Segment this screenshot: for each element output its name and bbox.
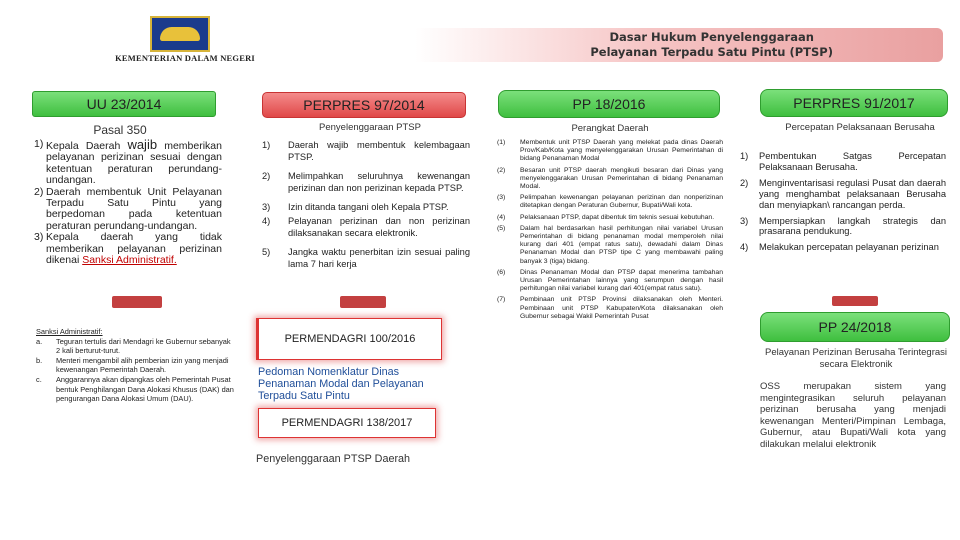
list-item: 2) Melimpahkan seluruhnya kewenangan perizinan dan non perizinan kepada PTSP. xyxy=(262,171,470,193)
page-title xyxy=(590,30,833,60)
list-item: 3) Kepala daerah yang tidak memberikan pelayanan perizinan dikenai Sanksi Administratif. xyxy=(34,231,222,267)
list-item: 3) Izin ditanda tangani oleh Kepala PTSP. xyxy=(262,202,449,213)
list-item: (1) Membentuk unit PTSP Daerah yang melekat pada dinas Daerah Prov/Kab/Kota yang menyelenggarakan Urusan Pemerintahan di bidang Penanaman Modal xyxy=(497,139,723,163)
permendagri-138-2017-box: PERMENDAGRI 138/2017 xyxy=(258,408,436,438)
list-item: (7) Pembinaan unit PTSP Provinsi dilaksanakan oleh Menteri. Pembinaan unit PTSP Kabupaten/Kota dilaksanakan oleh Gubernur sebagai Wakil Pemerintah Pusat xyxy=(497,296,723,320)
uu-23-2014-pill: UU 23/2014 xyxy=(32,91,216,117)
pasal-350-subtitle: Pasal 350 xyxy=(93,123,147,137)
pp-18-list xyxy=(497,139,723,324)
pp-24-subtitle: Pelayanan Perizinan Berusaha Terintegrasi secara Elektronik xyxy=(764,347,948,370)
title-line-1: Dasar Hukum Penyelenggaraan xyxy=(609,30,814,44)
perpres-91-2017-pill: PERPRES 91/2017 xyxy=(760,89,948,117)
list-item: 4) Melakukan percepatan pelayanan perizinan xyxy=(740,242,939,253)
list-item: 1) Pembentukan Satgas Percepatan Pelaksanaan Berusaha. xyxy=(740,151,946,172)
list-item: (4) Pelaksanaan PTSP, dapat dibentuk tim teknis sesuai kebutuhan. xyxy=(497,213,715,221)
list-item: 2) Daerah membentuk Unit Pelayanan Terpadu Satu Pintu yang berpedoman pada ketentuan peraturan perundang-undangan. xyxy=(34,185,222,232)
connector-arrow xyxy=(340,296,386,308)
list-item: (3) Pelimpahan kewenangan pelayanan perizinan dan nonperizinan ditetapkan dengan Peraturan Gubernur, Bupati/Wali kota. xyxy=(497,194,723,210)
permendagri-100-2016-box: PERMENDAGRI 100/2016 xyxy=(256,318,442,360)
list-item: c. Anggarannya akan dipangkas oleh Pemerintah Pusat bentuk Penghilangan Dana Alokasi Khusus (DAK) dan pengurangan Dana Alokasi Umum (DAU). xyxy=(36,374,234,404)
pp-24-2018-pill: PP 24/2018 xyxy=(760,312,950,342)
ministry-name: KEMENTERIAN DALAM NEGERI xyxy=(115,53,255,63)
percepatan-berusaha-subtitle: Percepatan Pelaksanaan Berusaha xyxy=(785,122,935,133)
sanksi-administratif-block xyxy=(36,327,236,404)
perpres-97-list xyxy=(262,140,470,278)
perangkat-daerah-subtitle: Perangkat Daerah xyxy=(571,123,649,134)
list-item: (6) Dinas Penanaman Modal dan PTSP dapat menerima tambahan Urusan Pemerintahan lainnya yang serumpun dengan hasil perhitungan nilai variabel kurang dari 401(empat ratus satu). xyxy=(497,268,723,293)
pp-18-2016-pill: PP 18/2016 xyxy=(498,90,720,118)
uu-pasal-list xyxy=(34,139,222,266)
perpres-91-list xyxy=(740,151,946,258)
list-item: (2) Besaran unit PTSP daerah mengikuti besaran dari Dinas yang menyelenggarakan Urusan Pemerintahan di bidang Penanaman Modal. xyxy=(497,166,723,191)
list-item: a. Teguran tertulis dari Mendagri ke Gubernur sebanyak 2 kali berturut-turut. xyxy=(36,336,231,356)
sanksi-heading: Sanksi Administratif: xyxy=(36,327,103,336)
list-item: 5) Jangka waktu penerbitan izin sesuai paling lama 7 hari kerja xyxy=(262,247,470,269)
list-item: 3) Mempersiapkan langkah strategis dan prasarana pendukung. xyxy=(740,215,946,237)
perpres-97-2014-pill: PERPRES 97/2014 xyxy=(262,92,466,118)
header-title-banner xyxy=(415,28,943,62)
ministry-logo xyxy=(150,16,210,52)
list-item: b. Menteri mengambil alih pemberian izin yang menjadi kewenangan Pemerintah Daerah. xyxy=(36,355,229,375)
list-item: (5) Dalam hal berdasarkan hasil perhitungan nilai variabel Urusan Pemerintahan di bidang penanaman modal memperoleh nilai kurang dari 401 (empat ratus satu), dewadahi dalam Dinas Penanaman Modal dan PTSP tipe C yang membawahi paling banyak 3 (tiga) bidang. xyxy=(497,224,723,265)
permendagri-138-description: Penyelenggaraan PTSP Daerah xyxy=(256,453,411,465)
list-item: 2) Menginventarisasi regulasi Pusat dan daerah yang menghambat pelaksanaan Berusaha dan menyiapkan\ rancangan perda. xyxy=(740,177,946,210)
sanksi-administratif-link[interactable]: Sanksi Administratif. xyxy=(82,254,177,267)
penyelenggaraan-ptsp-subtitle: Penyelenggaraan PTSP xyxy=(319,122,421,133)
title-line-2: Pelayanan Terpadu Satu Pintu (PTSP) xyxy=(590,45,833,59)
garuda-emblem-icon xyxy=(160,27,200,41)
oss-description: OSS merupakan sistem yang mengintegrasikan seluruh pelayanan perizinan berusaha yang menjadi kewenangan Menteri/Pimpinan Lembaga, Gubernur, atau Bupati/Wali kota yang dilakukan melalui elektronik xyxy=(760,381,946,450)
list-item: 1) Daerah wajib membentuk kelembagaan PTSP. xyxy=(262,140,470,162)
connector-arrow xyxy=(832,296,878,306)
permendagri-100-description: Pedoman Nomenklatur Dinas Penanaman Modal dan Pelayanan Terpadu Satu Pintu xyxy=(258,366,424,402)
connector-arrow xyxy=(112,296,162,308)
list-item: 1) Kepala Daerah wajib memberikan pelayanan perizinan sesuai dengan ketentuan peraturan perundang-undangan. xyxy=(34,137,222,187)
list-item: 4) Pelayanan perizinan dan non perizinan dilaksanakan secara elektronik. xyxy=(262,215,470,238)
